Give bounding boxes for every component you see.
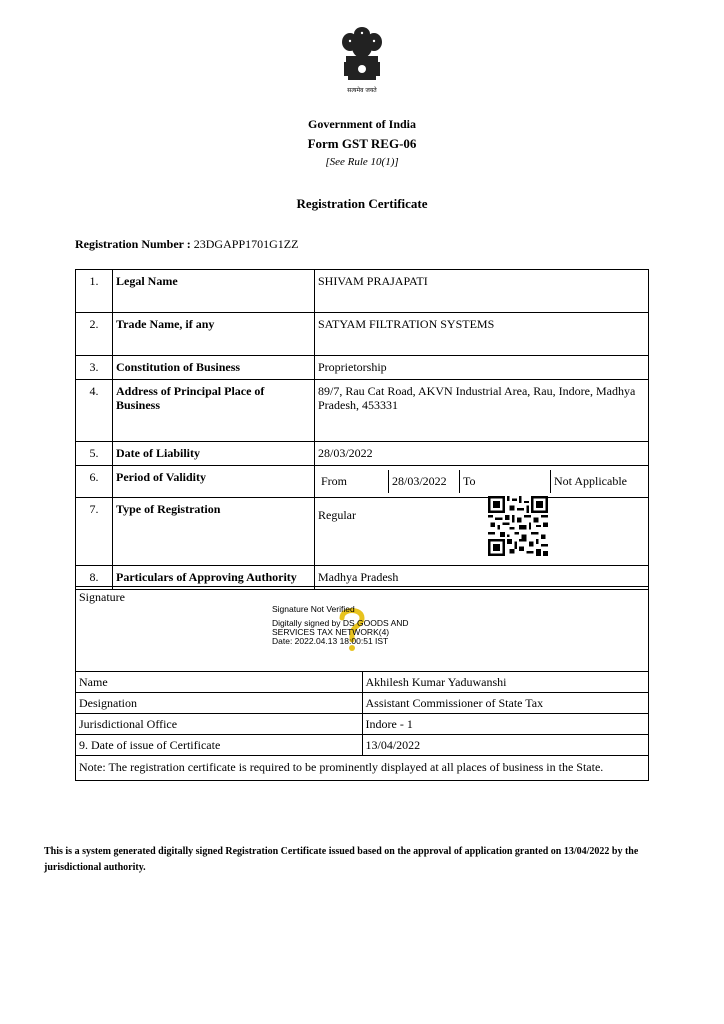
authority-value: 13/04/2022 [362,735,649,756]
row-number: 2. [76,313,113,356]
authority-value: Assistant Commissioner of State Tax [362,693,649,714]
table-row [76,313,649,356]
row-number: 5. [76,442,113,466]
row-label: Date of Liability [113,442,315,466]
row-value: SHIVAM PRAJAPATI [315,270,649,313]
display-note: Note: The registration certificate is required to be prominently displayed at all places of business in the State. [76,756,649,781]
registration-number-value: 23DGAPP1701G1ZZ [193,237,299,251]
authority-value: Akhilesh Kumar Yaduwanshi [362,672,649,693]
table-row [76,714,649,735]
row-label: Address of Principal Place of Business [113,380,315,442]
digital-signature-stamp [272,605,409,646]
validity-to-value: Not Applicable [554,474,627,488]
form-heading: Form GST REG-06 [307,136,417,151]
row-number: 1. [76,270,113,313]
row-value: SATYAM FILTRATION SYSTEMS [315,313,649,356]
certificate-title: Registration Certificate [296,196,428,211]
table-row [76,735,649,756]
row-label: Legal Name [113,270,315,313]
table-row [76,380,649,442]
row-number: 6. [76,466,113,498]
row-label: Trade Name, if any [113,313,315,356]
qr-code-icon[interactable] [488,496,548,556]
registration-number [75,237,298,252]
table-row [76,270,649,313]
row-number: 4. [76,380,113,442]
row-value: Madhya Pradesh [315,566,649,590]
table-row [76,693,649,714]
signature-status: Signature Not Verified [272,604,355,614]
row-label: Constitution of Business [113,356,315,380]
government-heading: Government of India [308,117,416,131]
row-value: Proprietorship [315,356,649,380]
table-row [76,672,649,693]
signature-signed-by-line-2: SERVICES TAX NETWORK(4) [272,627,390,637]
table-row [76,466,649,498]
authority-label: Jurisdictional Office [76,714,363,735]
rule-reference: [See Rule 10(1)] [325,156,399,168]
row-number: 8. [76,566,113,590]
validity-from-label: From [318,470,389,493]
row-number: 7. [76,498,113,566]
validity-table [318,470,645,493]
emblem-motto: सत्यमेव जयते [347,87,377,94]
signature-cell [76,587,649,672]
row-value: 28/03/2022 [315,442,649,466]
system-generated-footer: This is a system generated digitally signed Registration Certificate issued based on the approval of application granted on 13/04/2022 by the jurisdictional authority. [44,846,639,873]
signature-row [76,587,649,672]
authority-label: Name [76,672,363,693]
row-label: Period of Validity [113,466,315,498]
row-value: Regular [315,498,649,566]
validity-to-label: To [460,470,551,493]
signature-date: Date: 2022.04.13 18:00:51 IST [272,636,389,646]
table-row [76,442,649,466]
validity-from-value: 28/03/2022 [389,470,460,493]
signature-table [75,586,649,781]
row-label: Particulars of Approving Authority [113,566,315,590]
row-number: 3. [76,356,113,380]
row-label: Type of Registration [113,498,315,566]
row-value: 89/7, Rau Cat Road, AKVN Industrial Area, Rau, Indore, Madhya Pradesh, 453331 [315,380,649,442]
table-row [76,756,649,781]
authority-value: Indore - 1 [362,714,649,735]
authority-label: Designation [76,693,363,714]
table-row [76,356,649,380]
registration-number-label: Registration Number : [75,237,191,251]
validity-cell [315,466,649,498]
authority-label: 9. Date of issue of Certificate [76,735,363,756]
table-row [76,498,649,566]
registration-details-table [75,269,649,590]
signature-label: Signature [79,590,125,604]
signature-signed-by-line-1: Digitally signed by DS GOODS AND [272,618,409,628]
